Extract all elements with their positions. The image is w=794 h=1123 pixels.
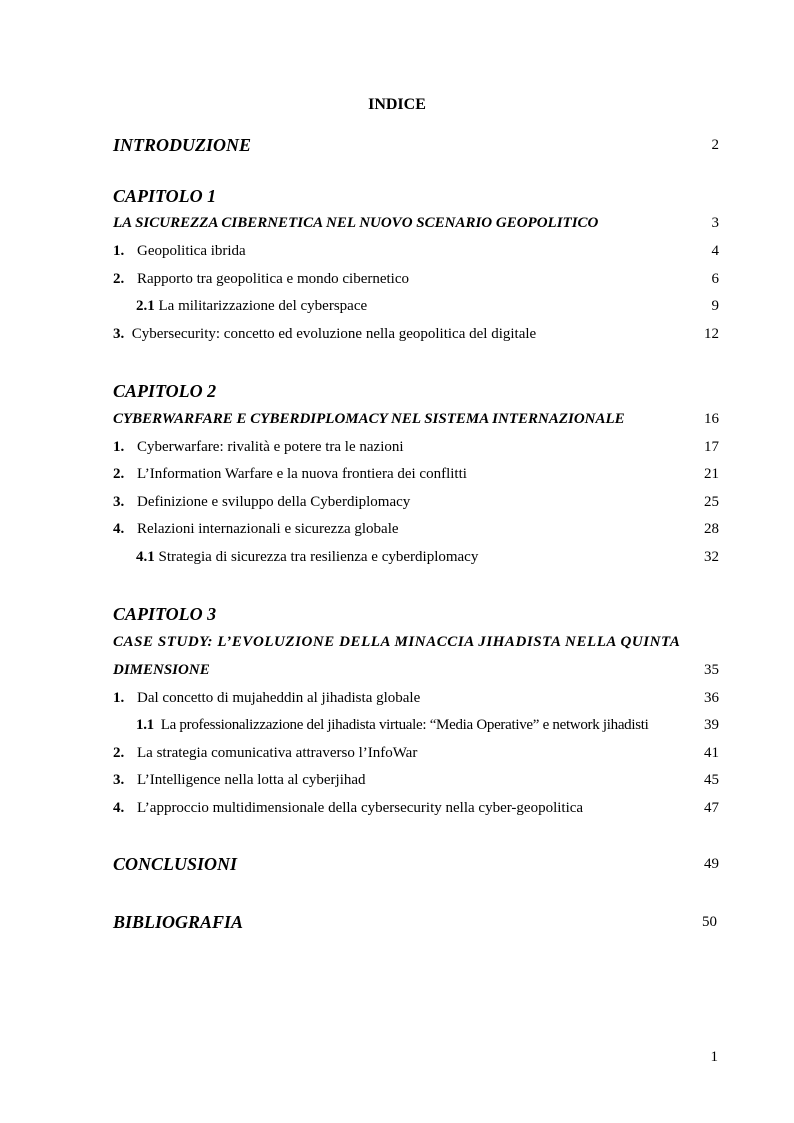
entry-label: Cyberwarfare: rivalità e potere tra le nazioni (137, 439, 404, 455)
entry-label: Cybersecurity: concetto ed evoluzione nella geopolitica del digitale (131, 326, 537, 342)
entry-page: 4 (711, 243, 719, 259)
entry-page: 45 (704, 772, 719, 788)
entry-page: 28 (704, 521, 719, 537)
entry-number: 1. (113, 690, 125, 706)
entry-label: L’Intelligence nella lotta al cyberjihad (137, 772, 366, 788)
entry-number: 1. (113, 439, 125, 455)
chapter-heading-3: CAPITOLO 3 (113, 604, 217, 624)
entry-number: 2. (113, 745, 125, 761)
entry-label: Dal concetto di mujaheddin al jihadista globale (137, 690, 421, 706)
entry-page: 36 (704, 690, 719, 706)
entry-number: 3. (113, 772, 125, 788)
entry-page: 12 (704, 326, 719, 342)
entry-page: 32 (704, 549, 719, 565)
page-title: INDICE (368, 96, 426, 113)
toc-entry-chapter-3-title-line1[interactable] (113, 631, 719, 653)
entry-label: La militarizzazione del cyberspace (158, 298, 368, 314)
toc-entry-chapter-3-title-line2[interactable] (113, 659, 719, 681)
entry-label: DIMENSIONE (113, 662, 210, 678)
entry-label: LA SICUREZZA CIBERNETICA NEL NUOVO SCENARIO GEOPOLITICO (113, 215, 599, 231)
entry-page: 2 (711, 137, 719, 153)
toc-entry-introduzione[interactable] (113, 134, 719, 156)
entry-label: Rapporto tra geopolitica e mondo cibernetico (137, 271, 409, 287)
chapter-heading-2: CAPITOLO 2 (113, 381, 217, 401)
entry-page: 25 (704, 494, 719, 510)
toc-entry[interactable] (113, 797, 719, 819)
toc-entry[interactable] (113, 491, 719, 513)
entry-number: 1. (113, 243, 125, 259)
toc-subentry[interactable] (113, 295, 719, 317)
entry-page: 6 (711, 271, 719, 287)
entry-label: CASE STUDY: L’EVOLUZIONE DELLA MINACCIA JIHADISTA NELLA QUINTA (113, 634, 681, 650)
page-number: 1 (710, 1049, 718, 1065)
entry-label: INTRODUZIONE (113, 135, 252, 155)
entry-label: Relazioni internazionali e sicurezza globale (137, 521, 399, 537)
toc-entry-chapter-2-title[interactable] (113, 408, 719, 430)
toc-subentry[interactable] (113, 546, 719, 568)
entry-label: Strategia di sicurezza tra resilienza e cyberdiplomacy (158, 549, 479, 565)
toc-entry[interactable] (113, 518, 719, 540)
toc-entry[interactable] (113, 268, 719, 290)
entry-page: 17 (704, 439, 719, 455)
toc-entry[interactable] (113, 742, 719, 764)
toc-entry-chapter-1-title[interactable] (113, 212, 719, 234)
toc-entry[interactable] (113, 323, 719, 345)
entry-number: 3. (113, 326, 125, 342)
toc-entry[interactable] (113, 463, 719, 485)
entry-number: 4.1 (136, 549, 155, 565)
toc-subentry[interactable] (113, 714, 719, 736)
entry-label: BIBLIOGRAFIA (113, 912, 244, 932)
entry-label: La strategia comunicativa attraverso l’InfoWar (137, 745, 418, 761)
entry-label: Geopolitica ibrida (137, 243, 246, 259)
entry-number: 4. (113, 800, 125, 816)
entry-label: CONCLUSIONI (113, 854, 238, 874)
entry-page: 47 (704, 800, 719, 816)
entry-page: 21 (704, 466, 719, 482)
entry-number: 2. (113, 271, 125, 287)
entry-page: 3 (711, 215, 719, 231)
entry-number: 2.1 (136, 298, 155, 314)
chapter-heading-1: CAPITOLO 1 (113, 186, 217, 206)
entry-number: 1.1 (136, 717, 154, 733)
toc-entry-conclusioni[interactable] (113, 853, 719, 875)
toc-entry[interactable] (113, 769, 719, 791)
entry-label: CYBERWARFARE E CYBERDIPLOMACY NEL SISTEMA INTERNAZIONALE (113, 411, 625, 427)
toc-entry[interactable] (113, 240, 719, 262)
entry-number: 2. (113, 466, 125, 482)
entry-page: 49 (704, 856, 719, 872)
entry-number: 3. (113, 494, 125, 510)
entry-label: L’approccio multidimensionale della cybersecurity nella cyber-geopolitica (137, 800, 584, 816)
entry-page: 50 (702, 914, 717, 930)
entry-page: 35 (704, 662, 719, 678)
entry-page: 16 (704, 411, 719, 427)
entry-label: Definizione e sviluppo della Cyberdiplomacy (137, 494, 411, 510)
entry-label: La professionalizzazione del jihadista virtuale: “Media Operative” e network jihadisti (160, 717, 649, 733)
entry-page: 41 (704, 745, 719, 761)
entry-page: 9 (711, 298, 719, 314)
entry-number: 4. (113, 521, 125, 537)
entry-page: 39 (704, 717, 719, 733)
toc-entry[interactable] (113, 687, 719, 709)
toc-entry-bibliografia[interactable] (113, 911, 719, 933)
toc-entry[interactable] (113, 436, 719, 458)
entry-label: L’Information Warfare e la nuova frontiera dei conflitti (137, 466, 467, 482)
